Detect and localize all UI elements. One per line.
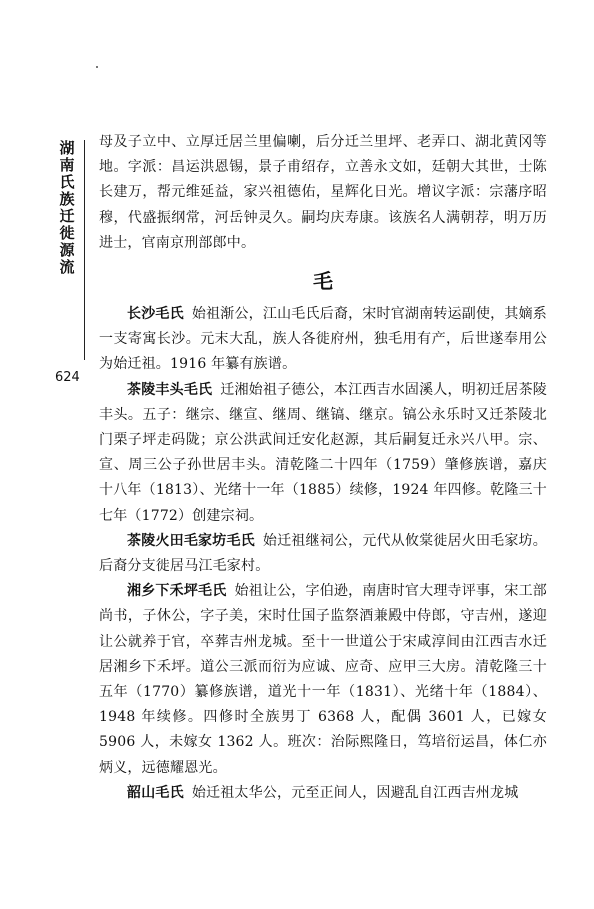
clan-entry xyxy=(99,529,547,579)
clan-entry-name: 茶陵丰头毛氏 xyxy=(127,381,213,398)
clan-entry-text: 始迁祖太华公，元至正间人，因避乱自江西吉州龙城 xyxy=(191,784,519,801)
clan-entry xyxy=(99,781,547,806)
section-heading: 毛 xyxy=(313,269,333,294)
clan-entry-text: 迁湘始祖子德公，本江西吉水固溪人，明初迁居茶陵丰头。五子：继宗、继宣、继周、继镐、继京。镐公永乐时又迁茶陵北门栗子坪走码陇；京公洪武间迁安化赵源，其后嗣复迁永兴八甲。宗、宣、周三公子孙世居丰头。清乾隆二十四年（1759）肇修族谱，嘉庆十八年（1813）、光绪十一年（1885）续修，1924 年四修。乾隆三十七年（1772）创建宗祠。 xyxy=(99,381,547,524)
print-mark xyxy=(96,66,98,68)
page-number: 624 xyxy=(55,370,80,385)
main-text-column xyxy=(99,130,547,806)
clan-entry-text: 始祖渐公，江山毛氏后裔，宋时官湖南转运副使，其嫡系一支寄寓长沙。元末大乱，族人各徙府州，独毛用有产，后世遂奉用公为始迁祖。1916 年纂有族谱。 xyxy=(99,306,547,373)
clan-entry xyxy=(99,579,547,781)
clan-entry-name: 长沙毛氏 xyxy=(127,306,184,323)
clan-entry-name: 韶山毛氏 xyxy=(127,784,184,801)
clan-entry-name: 茶陵火田毛家坊毛氏 xyxy=(127,532,255,549)
clan-entry-text: 始祖让公，字伯逊，南唐时官大理寺评事，宋工部尚书，子休公，字子美，宋时仕国子监祭酒兼殿中侍郎，守吉州，遂迎让公就养于官，卒葬吉州龙城。至十一世道公于宋咸淳间由江西吉水迁居湘乡下禾坪。道公三派而衍为应诚、应奇、应甲三大房。清乾隆三十五年（1770）纂修族谱，道光十一年（1831）、光绪十年（1884）、1948 年续修。四修时全族男丁 6368 人，配偶 3601 人，已嫁女 5906 人，未嫁女 1362 人。班次：治际熙隆日，笃培衍运昌，体仁亦炳义，远德耀恩光。 xyxy=(99,583,547,776)
clan-entry xyxy=(99,302,547,378)
clan-entry-text: 始迁祖继祠公，元代从攸棠徙居火田毛家坊。后裔分支徙居马江毛家村。 xyxy=(99,532,548,575)
continued-paragraph: 母及子立中、立厚迁居兰里偏喇，后分迁兰里坪、老弄口、湖北黄冈等地。字派：昌运洪恩锡，景子甫绍存，立善永文如，廷朝大其世，士陈长建万，帮元维延益，家兴祖德佑，星辉化日光。增议字派：宗藩序昭穆，代盛振纲常，河岳钟灵久。嗣均庆寿康。该族名人满朝荐，明万历进士，官南京刑部郎中。 xyxy=(99,134,547,251)
running-book-title: 湖南氏族迁徙源流 xyxy=(59,139,75,276)
clan-entry-name: 湘乡下禾坪毛氏 xyxy=(127,583,227,600)
clan-entry xyxy=(99,378,547,529)
side-divider xyxy=(84,140,85,360)
